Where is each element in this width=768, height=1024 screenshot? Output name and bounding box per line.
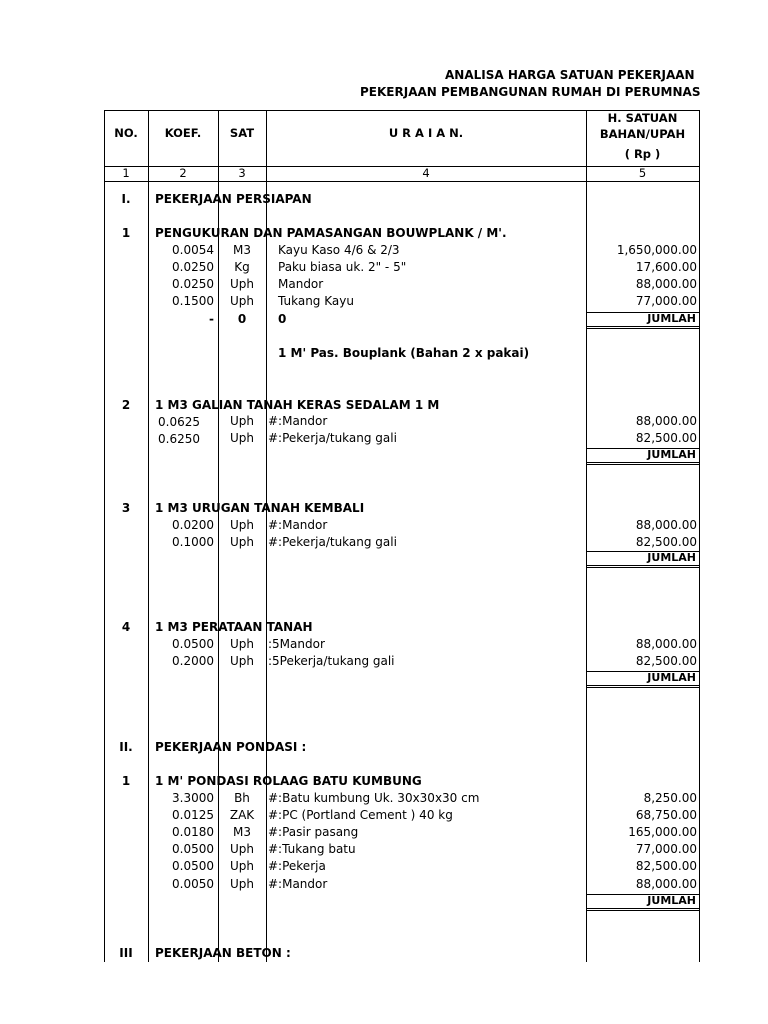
section-title: PEKERJAAN PONDASI :: [155, 740, 307, 754]
box-divider: [586, 464, 700, 465]
section-title: PEKERJAAN BETON :: [155, 946, 291, 960]
item-title: 1 M' PONDASI ROLAAG BATU KUMBUNG: [155, 774, 422, 788]
jumlah-label: JUMLAH: [647, 312, 696, 325]
harga-value: 1,650,000.00: [616, 243, 697, 257]
uraian-value: #:Pekerja: [268, 859, 326, 873]
sat-value: Uph: [229, 431, 254, 445]
koef-value: 0.0625: [158, 415, 200, 429]
sat-value: M3: [233, 243, 251, 257]
sat-value: Kg: [234, 260, 250, 274]
harga-value: 165,000.00: [628, 825, 697, 839]
jumlah-total-box: [586, 312, 700, 327]
uraian-value: Tukang Kayu: [278, 294, 354, 308]
header-koef: KOEF.: [164, 126, 202, 140]
uraian-value: #:Pekerja/tukang gali: [268, 535, 397, 549]
sat-value: Uph: [229, 518, 254, 532]
koef-value: 0.0500: [172, 842, 214, 856]
harga-value: 77,000.00: [635, 294, 697, 308]
sat-value: Uph: [229, 535, 254, 549]
sat-value: Uph: [229, 877, 254, 891]
jumlah-total-box: [586, 894, 700, 909]
koef-value: 0.0200: [172, 518, 214, 532]
box-divider: [586, 567, 700, 568]
harga-value: 8,250.00: [643, 791, 697, 805]
uraian-value: 0: [278, 312, 287, 326]
sat-value: Uph: [229, 859, 254, 873]
item-title: 1 M3 GALIAN TANAH KERAS SEDALAM 1 M: [155, 398, 440, 412]
jumlah-label: JUMLAH: [647, 894, 696, 907]
jumlah-label: JUMLAH: [647, 551, 696, 564]
col-number-3: 3: [238, 166, 246, 180]
uraian-value: #:Pekerja/tukang gali: [268, 431, 397, 445]
koef-value: 0.0250: [172, 277, 214, 291]
uraian-value: #:Tukang batu: [268, 842, 356, 856]
col-number-1: 1: [122, 166, 130, 180]
box-divider: [586, 910, 700, 911]
item-number: 1: [121, 774, 131, 788]
harga-value: 82,500.00: [635, 859, 697, 873]
sat-value: Uph: [229, 294, 254, 308]
col-border-right: [699, 110, 700, 962]
harga-value: 17,600.00: [635, 260, 697, 274]
harga-value: 88,000.00: [635, 414, 697, 428]
koef-value: 0.0250: [172, 260, 214, 274]
item-number: 2: [121, 398, 131, 412]
koef-value: 0.0125: [172, 808, 214, 822]
koef-value: 0.1000: [172, 535, 214, 549]
harga-value: 68,750.00: [635, 808, 697, 822]
header-harga-line2: BAHAN/UPAH: [599, 127, 686, 141]
uraian-value: Kayu Kaso 4/6 & 2/3: [278, 243, 400, 257]
koef-value: 0.6250: [158, 432, 200, 446]
sat-value: Uph: [229, 277, 254, 291]
harga-value: 88,000.00: [635, 518, 697, 532]
harga-value: 82,500.00: [635, 654, 697, 668]
item-title: 1 M3 PERATAAN TANAH: [155, 620, 313, 634]
uraian-value: #:Mandor: [268, 877, 328, 891]
document-subtitle: PEKERJAAN PEMBANGUNAN RUMAH DI PERUMNAS: [360, 85, 701, 99]
col-number-4: 4: [422, 166, 430, 180]
koef-value: 0.0054: [172, 243, 214, 257]
header-uraian: U R A I A N.: [388, 126, 464, 140]
item-number: 3: [121, 501, 131, 515]
item-number: 4: [121, 620, 131, 634]
jumlah-total-box: [586, 448, 700, 463]
uraian-value: :5Pekerja/tukang gali: [268, 654, 395, 668]
sat-value: ZAK: [229, 808, 255, 822]
jumlah-label: JUMLAH: [647, 448, 696, 461]
col-border-no: [148, 110, 149, 962]
harga-value: 88,000.00: [635, 637, 697, 651]
uraian-value: Mandor: [278, 277, 324, 291]
koef-value: -: [209, 312, 214, 326]
koef-value: 0.2000: [172, 654, 214, 668]
uraian-value: #:Batu kumbung Uk. 30x30x30 cm: [268, 791, 480, 805]
colnum-divider: [104, 181, 700, 182]
uraian-value: Paku biasa uk. 2" - 5": [278, 260, 407, 274]
sat-value: Uph: [229, 637, 254, 651]
harga-value: 77,000.00: [635, 842, 697, 856]
sat-value: Uph: [229, 654, 254, 668]
harga-value: 82,500.00: [635, 535, 697, 549]
koef-value: 3.3000: [172, 791, 214, 805]
koef-value: 0.0180: [172, 825, 214, 839]
koef-value: 0.0050: [172, 877, 214, 891]
jumlah-total-box: [586, 551, 700, 566]
harga-value: 88,000.00: [635, 277, 697, 291]
box-divider: [586, 328, 700, 329]
uraian-value: #:PC (Portland Cement ) 40 kg: [268, 808, 453, 822]
item-note: 1 M' Pas. Bouplank (Bahan 2 x pakai): [278, 346, 530, 360]
header-harga-line1: H. SATUAN: [607, 111, 678, 125]
sat-value: Uph: [229, 414, 254, 428]
uraian-value: :5Mandor: [268, 637, 325, 651]
jumlah-total-box: [586, 671, 700, 686]
item-title: PENGUKURAN DAN PAMASANGAN BOUWPLANK / M'.: [155, 226, 507, 240]
item-number: 1: [121, 226, 131, 240]
section-number: III: [119, 946, 133, 960]
koef-value: 0.0500: [172, 859, 214, 873]
document-title: ANALISA HARGA SATUAN PEKERJAAN: [445, 68, 695, 82]
item-title: 1 M3 URUGAN TANAH KEMBALI: [155, 501, 365, 515]
jumlah-label: JUMLAH: [647, 671, 696, 684]
sat-value: Uph: [229, 842, 254, 856]
koef-value: 0.1500: [172, 294, 214, 308]
koef-value: 0.0500: [172, 637, 214, 651]
sat-value: 0: [237, 312, 247, 326]
col-number-2: 2: [179, 166, 187, 180]
section-title: PEKERJAAN PERSIAPAN: [155, 192, 312, 206]
header-no: NO.: [114, 126, 138, 140]
sat-value: Bh: [234, 791, 250, 805]
uraian-value: #:Pasir pasang: [268, 825, 359, 839]
header-sat: SAT: [229, 126, 255, 140]
sat-value: M3: [233, 825, 251, 839]
col-number-5: 5: [638, 166, 647, 180]
section-number: II.: [119, 740, 133, 754]
section-number: I.: [121, 192, 131, 206]
harga-value: 82,500.00: [635, 431, 697, 445]
box-divider: [586, 687, 700, 688]
header-harga-line3: ( Rp ): [624, 147, 661, 161]
harga-value: 88,000.00: [635, 877, 697, 891]
uraian-value: #:Mandor: [268, 518, 328, 532]
uraian-value: #:Mandor: [268, 414, 328, 428]
